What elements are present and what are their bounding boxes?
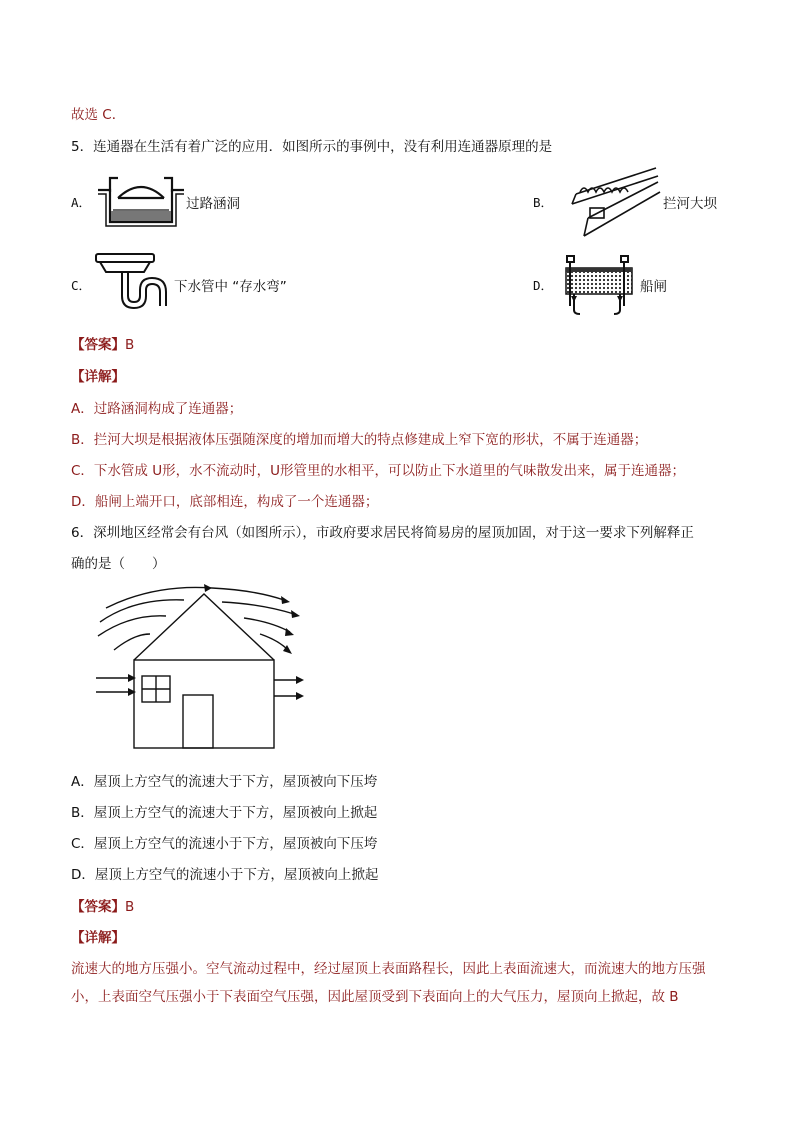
q6-explanation: 流速大的地方压强小。空气流动过程中，经过屋顶上表面路程长，因此上表面流速大，而流速大的地方压强小，上表面空气压强小于下表面空气压强，因此屋顶受到下表面向上的大气压力，屋顶向上掀起，故 B [71, 961, 706, 1005]
q5-answer-value: B [125, 337, 135, 353]
q5-answer [71, 333, 134, 353]
q6-option-d: D．屋顶上方空气的流速小于下方，屋顶被向上掀起 [71, 867, 379, 883]
q6-option-c: C．屋顶上方空气的流速小于下方，屋顶被向下压垮 [71, 836, 378, 852]
q6-option-b: B．屋顶上方空气的流速大于下方，屋顶被向上掀起 [71, 805, 378, 821]
culvert-diagram [96, 170, 186, 228]
sink-trap-diagram [94, 250, 174, 316]
q5-option-b-label: 拦河大坝 [663, 196, 717, 212]
house-wind-diagram [94, 578, 306, 753]
q6-stem-line1: 6．深圳地区经常会有台风（如图所示），市政府要求居民将简易房的屋顶加固，对于这一要求下列解释正 [71, 525, 694, 541]
q6-answer [71, 895, 134, 915]
q5-option-c-label: 下水管中 “存水弯” [174, 279, 287, 295]
q5-option-d-letter: D． [533, 278, 554, 293]
q5-detail-tag: 【详解】 [71, 369, 125, 385]
q6-answer-value: B [125, 899, 135, 915]
q5-option-c-letter: C． [71, 278, 92, 293]
ship-lock-diagram [562, 254, 638, 316]
q5-explanation-c: C．下水管成 U形，水不流动时，U形管里的水相平，可以防止下水道里的气味散发出来，属于连通器； [71, 463, 685, 479]
q6-stem-line2: 确的是（ ） [71, 556, 166, 572]
q5-explanation-a: A．过路涵洞构成了连通器； [71, 401, 243, 417]
dam-diagram [566, 160, 661, 242]
q5-stem: 5．连通器在生活有着广泛的应用．如图所示的事例中，没有利用连通器原理的是 [71, 139, 553, 155]
q5-option-d-label: 船闸 [640, 279, 667, 295]
q5-option-b-letter: B． [533, 195, 554, 210]
q5-option-a-label: 过路涵洞 [186, 196, 240, 212]
q5-explanation-d: D．船闸上端开口，底部相连，构成了一个连通器； [71, 494, 379, 510]
q5-option-a-letter: A． [71, 195, 92, 210]
q6-detail-tag: 【详解】 [71, 930, 125, 946]
q5-explanation-b: B．拦河大坝是根据液体压强随深度的增加而增大的特点修建成上窄下宽的形状，不属于连通器； [71, 432, 648, 448]
q6-option-a: A．屋顶上方空气的流速大于下方，屋顶被向下压垮 [71, 774, 378, 790]
q6-answer-tag: 【答案】 [71, 899, 125, 915]
prev-answer-conclusion: 故选 C． [71, 107, 126, 123]
q5-answer-tag: 【答案】 [71, 337, 125, 353]
